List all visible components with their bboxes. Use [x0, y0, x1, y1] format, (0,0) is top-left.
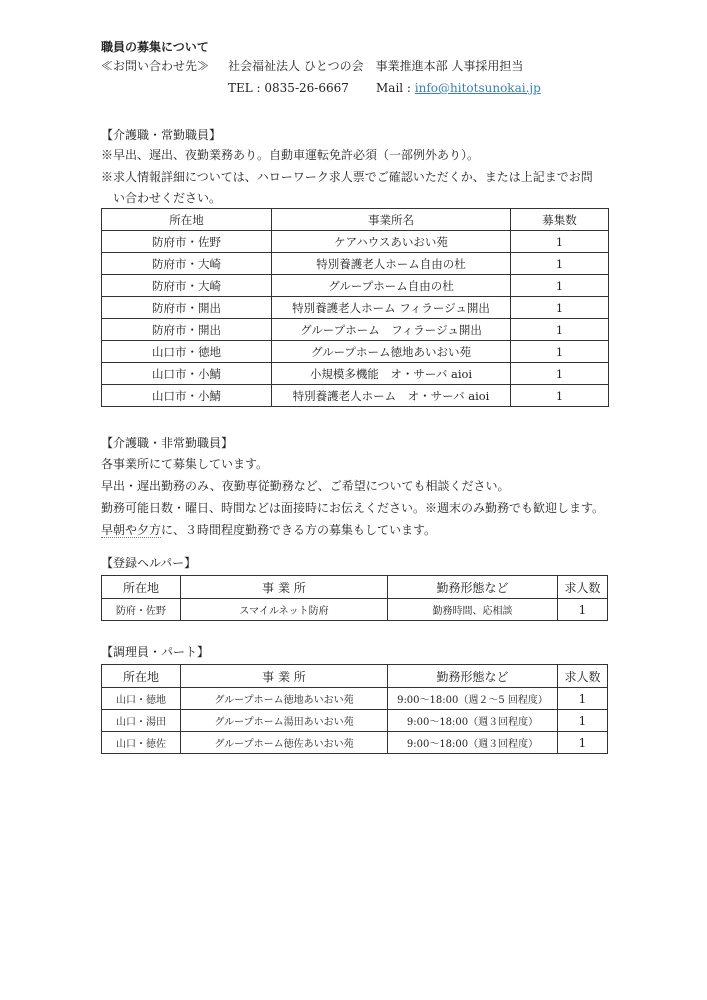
work-style-cell: 9:00～18:00（週３回程度）: [388, 732, 558, 754]
parttime-line-4-rest: に、３時間程度勤務できる方の募集もしています。: [161, 523, 437, 537]
location-cell: 防府市・大崎: [102, 253, 272, 275]
fulltime-note-1: ※早出、遅出、夜勤業務あり。自動車運転免許必須（一部例外あり）。: [101, 148, 480, 162]
location-cell: 防府市・大崎: [102, 275, 272, 297]
table-header-row: [102, 576, 608, 599]
count-cell: 1: [511, 319, 609, 341]
parttime-line-2: 早出・遅出勤務のみ、夜勤専従勤務など、ご希望についても相談ください。: [101, 479, 510, 493]
facility-cell: グループホーム徳地あいおい苑: [272, 341, 511, 363]
facility-cell: 特別養護老人ホーム オ・サーバ aioi: [272, 385, 511, 407]
count-cell: 1: [511, 275, 609, 297]
mail-label: Mail :: [376, 81, 415, 95]
column-header: 所在地: [102, 576, 181, 599]
parttime-heading: 【介護職・非常勤職員】: [101, 436, 234, 450]
work-style-cell: 9:00～18:00（週３回程度）: [388, 710, 558, 732]
page-title: 職員の募集について: [101, 40, 209, 54]
helper-table: [101, 575, 608, 621]
facility-cell: グループホーム徳佐あいおい苑: [181, 732, 388, 754]
work-style-cell: 9:00～18:00（週２～5 回程度）: [388, 688, 558, 710]
contact-organization: 社会福祉法人 ひとつの会 事業推進本部 人事採用担当: [228, 59, 524, 73]
table-row: [102, 319, 609, 341]
table-row: [102, 231, 609, 253]
table-row: [102, 363, 609, 385]
count-cell: 1: [558, 732, 608, 754]
table-row: [102, 275, 609, 297]
count-cell: 1: [511, 363, 609, 385]
count-cell: 1: [511, 385, 609, 407]
column-header: 求人数: [558, 576, 608, 599]
table-row: [102, 710, 608, 732]
table-row: [102, 688, 608, 710]
cook-table: [101, 664, 608, 754]
contact-mail: [376, 80, 541, 96]
count-cell: 1: [558, 688, 608, 710]
parttime-line-1: 各事業所にて募集しています。: [101, 457, 269, 471]
table-header-row: [102, 665, 608, 688]
table-row: [102, 385, 609, 407]
column-header: 勤務形態など: [388, 665, 558, 688]
location-cell: 山口市・小鯖: [102, 385, 272, 407]
fulltime-note-2: ※求人情報詳細については、ハローワーク求人票でご確認いただくか、または上記までお問: [101, 170, 593, 184]
count-cell: 1: [511, 297, 609, 319]
table-header-row: [102, 209, 609, 231]
parttime-line-4: [101, 522, 436, 538]
fulltime-heading: 【介護職・常勤職員】: [101, 128, 222, 142]
cook-heading: 【調理員・パート】: [101, 645, 210, 659]
location-cell: 山口・徳地: [102, 688, 181, 710]
count-cell: 1: [511, 341, 609, 363]
column-header: 勤務形態など: [388, 576, 558, 599]
helper-heading: 【登録ヘルパー】: [101, 556, 197, 570]
location-cell: 防府市・開出: [102, 319, 272, 341]
facility-cell: 特別養護老人ホーム フィラージュ開出: [272, 297, 511, 319]
column-header: 所在地: [102, 665, 181, 688]
count-cell: 1: [558, 710, 608, 732]
fulltime-note-2-cont: い合わせください。: [113, 191, 222, 205]
mail-link[interactable]: info@hitotsunokai.jp: [414, 81, 541, 95]
column-header: 募集数: [511, 209, 609, 231]
facility-cell: 小規模多機能 オ・サーバ aioi: [272, 363, 511, 385]
fulltime-table: [101, 208, 609, 407]
table-row: [102, 341, 609, 363]
parttime-highlight: 早朝や夕方: [101, 523, 162, 537]
table-row: [102, 732, 608, 754]
location-cell: 山口・湯田: [102, 710, 181, 732]
facility-cell: グループホーム自由の杜: [272, 275, 511, 297]
table-row: [102, 599, 608, 621]
contact-tel: TEL : 0835-26-6667: [228, 81, 349, 95]
column-header: 事 業 所: [181, 665, 388, 688]
facility-cell: グループホーム フィラージュ開出: [272, 319, 511, 341]
location-cell: 防府・佐野: [102, 599, 181, 621]
location-cell: 防府市・開出: [102, 297, 272, 319]
facility-cell: ケアハウスあいおい苑: [272, 231, 511, 253]
facility-cell: グループホーム湯田あいおい苑: [181, 710, 388, 732]
location-cell: 山口市・小鯖: [102, 363, 272, 385]
facility-cell: グループホーム徳地あいおい苑: [181, 688, 388, 710]
facility-cell: スマイルネット防府: [181, 599, 388, 621]
location-cell: 山口市・徳地: [102, 341, 272, 363]
contact-label: ≪お問い合わせ先≫: [101, 59, 210, 73]
table-row: [102, 253, 609, 275]
column-header: 事業所名: [272, 209, 511, 231]
column-header: 所在地: [102, 209, 272, 231]
location-cell: 防府市・佐野: [102, 231, 272, 253]
table-row: [102, 297, 609, 319]
count-cell: 1: [558, 599, 608, 621]
facility-cell: 特別養護老人ホーム自由の杜: [272, 253, 511, 275]
column-header: 事 業 所: [181, 576, 388, 599]
count-cell: 1: [511, 231, 609, 253]
work-style-cell: 勤務時間、応相談: [388, 599, 558, 621]
location-cell: 山口・徳佐: [102, 732, 181, 754]
count-cell: 1: [511, 253, 609, 275]
column-header: 求人数: [558, 665, 608, 688]
parttime-line-3: 勤務可能日数・曜日、時間などは面接時にお伝えください。※週末のみ勤務でも歓迎します。: [101, 501, 605, 515]
